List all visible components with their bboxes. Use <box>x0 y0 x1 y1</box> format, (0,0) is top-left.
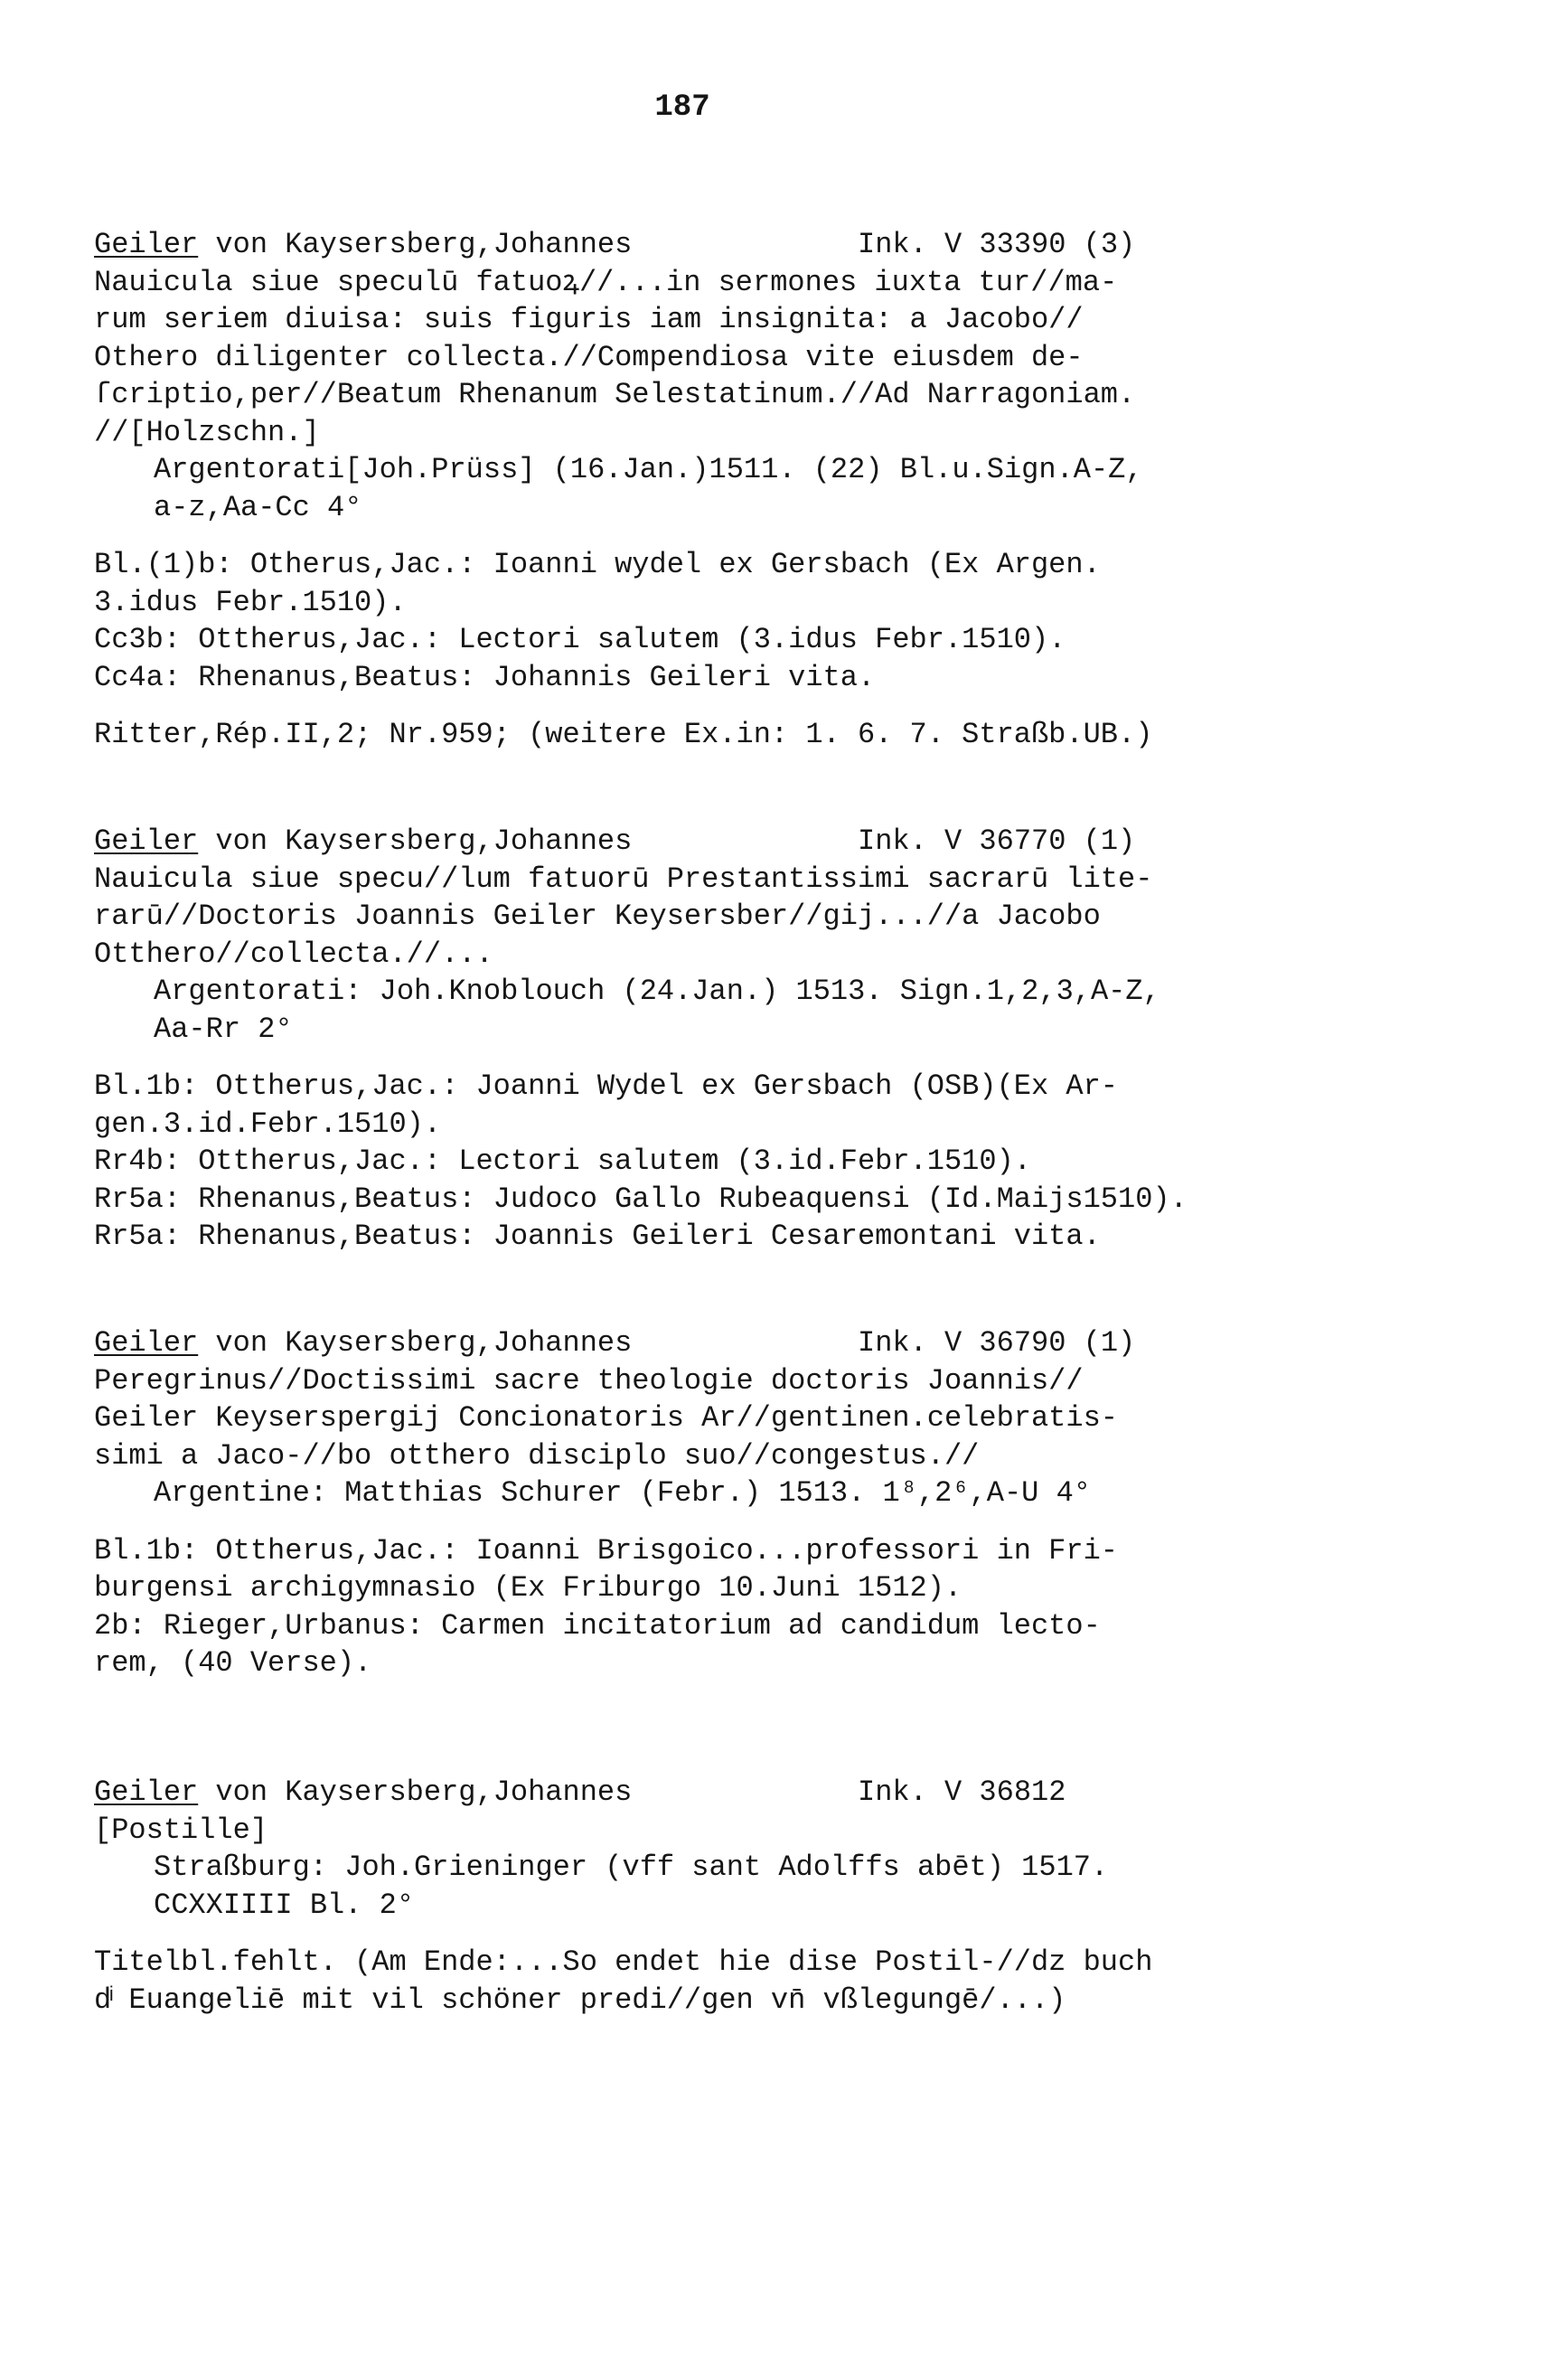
note-line: burgensi archigymnasio (Ex Friburgo 10.Juni 1512). <box>94 1571 962 1605</box>
note-line: Cc4a: Rhenanus,Beatus: Johannis Geileri vita. <box>94 660 876 694</box>
note-line: Rr5a: Rhenanus,Beatus: Joannis Geileri Cesaremontani vita. <box>94 1220 1101 1253</box>
reference-line: Ritter,Rép.II,2; Nr.959; (weitere Ex.in: 1. 6. 7. Straßb.UB.) <box>94 718 1153 751</box>
catalog-entry <box>94 823 1287 1256</box>
note-line: Bl.1b: Ottherus,Jac.: Joanni Wydel ex Gersbach (OSB)(Ex Ar- <box>94 1069 1118 1103</box>
note-line: rem, (40 Verse). <box>94 1646 372 1680</box>
author-surname: Geiler <box>94 228 199 261</box>
title-line: Peregrinus//Doctissimi sacre theologie doctoris Joannis// <box>94 1363 1084 1398</box>
note-line: Bl.1b: Ottherus,Jac.: Ioanni Brisgoico...professori in Fri- <box>94 1533 1118 1568</box>
imprint-line: Argentorati: Joh.Knoblouch (24.Jan.) 1513. Sign.1,2,3,A-Z, <box>154 975 1160 1008</box>
note-line: Cc3b: Ottherus,Jac.: Lectori salutem (3.idus Febr.1510). <box>94 623 1066 656</box>
title-line: rarū//Doctoris Joannis Geiler Keysersber//gij...//a Jacobo <box>94 899 1101 933</box>
author-rest: von Kaysersberg,Johannes <box>198 1326 633 1360</box>
entry-heading <box>94 1774 1287 1812</box>
imprint-line: CCXXIIII Bl. 2° <box>154 1888 415 1922</box>
catalog-entry <box>94 1774 1287 2019</box>
title-line: Othero diligenter collecta.//Compendiosa vite eiusdem de- <box>94 340 1084 374</box>
catalog-entry <box>94 226 1287 754</box>
note-line: Rr4b: Ottherus,Jac.: Lectori salutem (3.id.Febr.1510). <box>94 1144 1031 1178</box>
shelfmark: Ink. V 36770 (1) <box>858 824 1136 858</box>
imprint-line: Straßburg: Joh.Grieninger (vff sant Adolffs abēt) 1517. <box>154 1851 1109 1884</box>
title-line: Nauicula siue specu//lum fatuorū Prestantissimi sacrarū lite- <box>94 862 1153 896</box>
note-line: dͥ Euangeliē mit vil schöner predi//gen vn̄ vßlegungē/...) <box>94 1983 1066 2017</box>
title-line: [Postille] <box>94 1813 268 1847</box>
entry-heading <box>94 1324 1287 1362</box>
note-line: Rr5a: Rhenanus,Beatus: Judoco Gallo Rubeaquensi (Id.Maijs1510). <box>94 1182 1188 1216</box>
author-rest: von Kaysersberg,Johannes <box>198 824 633 858</box>
title-line: simi a Jaco-//bo otthero disciplo suo//congestus.// <box>94 1438 980 1473</box>
author-surname: Geiler <box>94 1775 199 1809</box>
title-line: ſcriptio,per//Beatum Rhenanum Selestatinum.//Ad Narragoniam. <box>94 378 1136 411</box>
shelfmark: Ink. V 33390 (3) <box>858 228 1136 261</box>
imprint-line: Argentine: Matthias Schurer (Febr.) 1513. 1⁸,2⁶,A-U 4° <box>154 1476 1091 1510</box>
title-line: Geiler Keyserspergij Concionatoris Ar//gentinen.celebratis- <box>94 1401 1118 1435</box>
note-line: 2b: Rieger,Urbanus: Carmen incitatorium ad candidum lecto- <box>94 1608 1101 1643</box>
shelfmark: Ink. V 36790 (1) <box>858 1326 1136 1360</box>
entry-heading <box>94 823 1287 861</box>
imprint-line: a-z,Aa-Cc 4° <box>154 490 362 524</box>
title-line: rum seriem diuisa: suis figuris iam insignita: a Jacobo// <box>94 303 1084 336</box>
note-line: gen.3.id.Febr.1510). <box>94 1107 442 1141</box>
title-line: Nauicula siue speculū fatuoꝝ//...in sermones iuxta tur//ma- <box>94 265 1118 299</box>
title-line: //[Holzschn.] <box>94 415 320 449</box>
author-surname: Geiler <box>94 1326 199 1360</box>
note-line: 3.idus Febr.1510). <box>94 585 407 619</box>
entry-heading <box>94 226 1287 264</box>
note-line: Bl.(1)b: Otherus,Jac.: Ioanni wydel ex Gersbach (Ex Argen. <box>94 548 1101 581</box>
author-rest: von Kaysersberg,Johannes <box>198 228 633 261</box>
note-line: Titelbl.fehlt. (Am Ende:...So endet hie dise Postil-//dz buch <box>94 1945 1153 1979</box>
shelfmark: Ink. V 36812 <box>858 1775 1066 1809</box>
title-line: Otthero//collecta.//... <box>94 937 493 971</box>
imprint-line: Argentorati[Joh.Prüss] (16.Jan.)1511. (22) Bl.u.Sign.A-Z, <box>154 453 1143 486</box>
author-rest: von Kaysersberg,Johannes <box>198 1775 633 1809</box>
catalog-entry <box>94 1324 1287 1682</box>
author-surname: Geiler <box>94 824 199 858</box>
page-number: 187 <box>654 90 710 125</box>
imprint-line: Aa-Rr 2° <box>154 1012 293 1046</box>
